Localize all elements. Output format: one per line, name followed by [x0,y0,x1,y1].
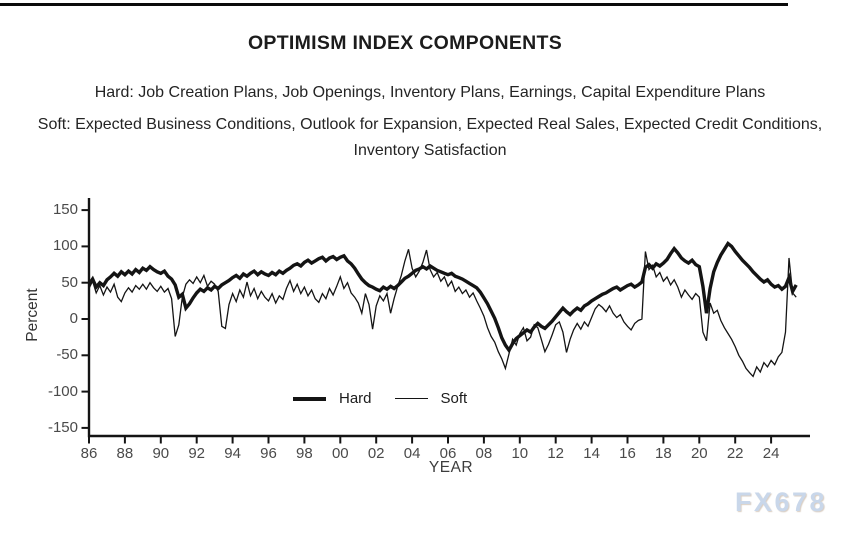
x-tick-label: 08 [475,445,493,462]
x-tick-label: 86 [80,445,98,462]
y-tick-label: -100 [47,382,78,400]
y-tick-label: 150 [52,201,78,219]
y-tick-label: -50 [56,346,78,364]
x-tick-label: 94 [224,445,241,462]
soft-series-line [89,249,796,376]
soft-label: Soft: [37,116,71,133]
x-tick-label: 14 [583,445,600,462]
x-tick-label: 18 [655,445,672,462]
hard-label: Hard: [94,84,134,101]
x-tick-label: 88 [116,445,134,462]
y-axis-title: Percent [24,288,41,342]
y-tick-label: -150 [47,418,78,436]
hard-line-sample-icon [293,397,326,401]
y-tick-label: 100 [52,237,78,255]
x-tick-label: 00 [331,445,349,462]
x-tick-label: 06 [439,445,457,462]
legend-label-soft: Soft [440,390,468,407]
x-tick-label: 10 [511,445,529,462]
x-tick-label: 02 [367,445,385,462]
y-tick-label: 0 [69,310,78,327]
x-tick-label: 24 [762,445,780,462]
x-tick-label: 98 [296,445,313,462]
x-tick-label: 20 [690,445,708,462]
x-axis-title: YEAR [428,459,474,476]
soft-text: Expected Business Conditions, Outlook for Expansion, Expected Real Sales, Expected Credit Conditions, Inventory Satisfaction [75,116,823,159]
page-title: OPTIMISM INDEX COMPONENTS [247,32,563,54]
x-tick-label: 90 [152,445,170,462]
soft-line-sample-icon [395,398,428,400]
y-tick-label: 50 [61,273,78,291]
x-tick-label: 04 [403,445,421,462]
fx678-watermark: FX678 [734,487,827,517]
x-tick-label: 92 [188,445,206,462]
x-tick-label: 96 [260,445,277,462]
hard-text: Job Creation Plans, Job Openings, Inventory Plans, Earnings, Capital Expenditure Plans [138,84,766,101]
legend-label-hard: Hard [339,390,372,407]
x-tick-label: 12 [547,445,565,462]
x-tick-label: 22 [726,445,744,462]
x-tick-label: 16 [619,445,636,462]
chart-legend [293,390,490,407]
